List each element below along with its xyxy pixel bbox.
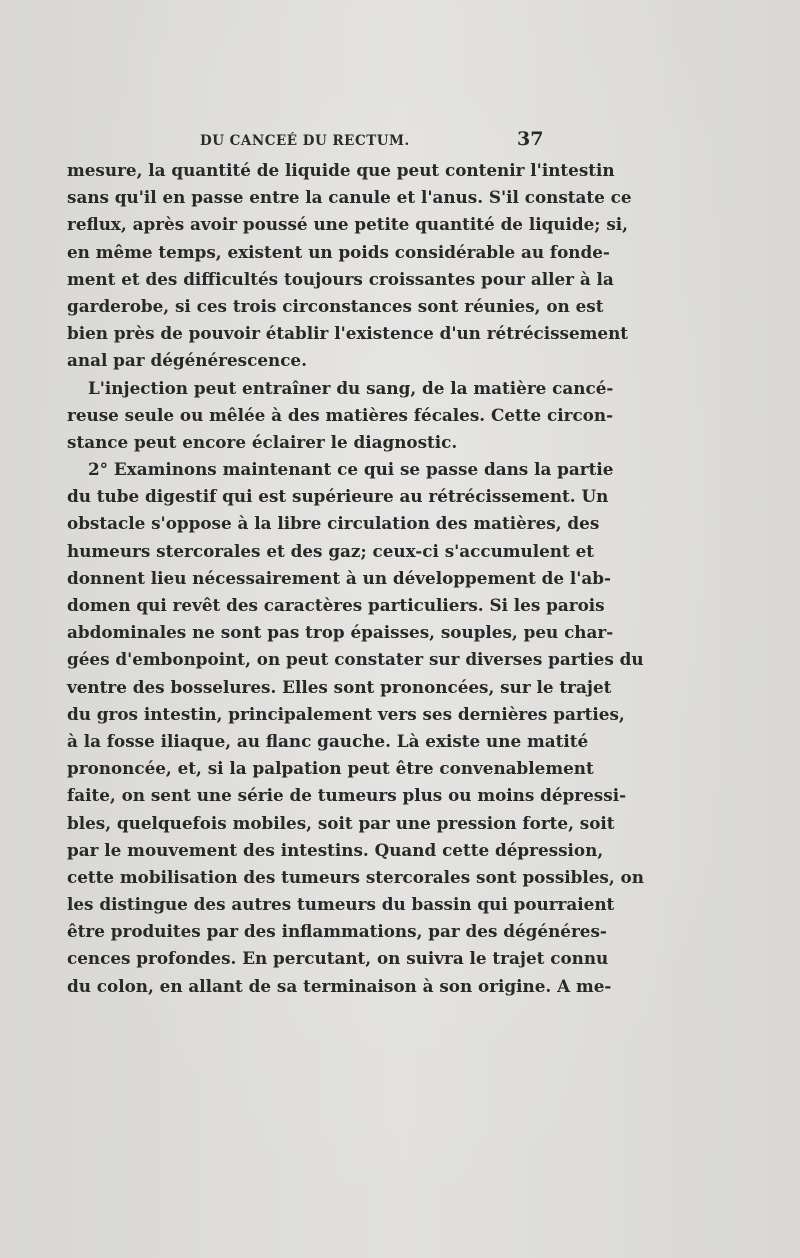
- text-line: garderobe, si ces trois circonstances sont réunies, on est: [67, 295, 604, 316]
- text-line: par le mouvement des intestins. Quand cette dépression,: [67, 839, 604, 860]
- text-line: ventre des bosselures. Elles sont prononcées, sur le trajet: [67, 676, 612, 697]
- page-number: 37: [517, 128, 544, 150]
- text-line: en même temps, existent un poids considérable au fonde-: [67, 241, 610, 262]
- text-line: humeurs stercorales et des gaz; ceux-ci s'accumulent et: [67, 540, 595, 561]
- running-head: DU CANCEÉ DU RECTUM.: [200, 133, 410, 149]
- text-line: faite, on sent une série de tumeurs plus ou moins dépressi-: [67, 785, 627, 806]
- text-line: les distingue des autres tumeurs du bassin qui pourraient: [67, 894, 615, 915]
- text-line: être produites par des inflammations, par des dégénéres-: [67, 921, 607, 942]
- text-line: anal par dégénérescence.: [67, 350, 307, 371]
- text-line: cences profondes. En percutant, on suivra le trajet connu: [67, 948, 609, 969]
- text-line: sans qu'il en passe entre la canule et l'anus. S'il constate ce: [67, 187, 632, 208]
- text-line: ment et des difficultés toujours croissantes pour aller à la: [67, 268, 614, 289]
- text-line: mesure, la quantité de liquide que peut contenir l'intestin: [67, 160, 615, 180]
- text-line: obstacle s'oppose à la libre circulation des matières, des: [67, 513, 600, 534]
- text-line: donnent lieu nécessairement à un développement de l'ab-: [67, 567, 612, 588]
- text-line: L'injection peut entraîner du sang, de la matière cancé-: [88, 377, 614, 398]
- text-line: cette mobilisation des tumeurs stercorales sont possibles, on: [67, 866, 644, 887]
- text-line: du colon, en allant de sa terminaison à son origine. A me-: [67, 975, 612, 996]
- text-line: 2° Examinons maintenant ce qui se passe dans la partie: [88, 459, 614, 480]
- text-line: stance peut encore éclairer le diagnostic.: [67, 431, 458, 452]
- text-line: reflux, après avoir poussé une petite quantité de liquide; si,: [67, 214, 629, 235]
- body-text: [67, 157, 644, 1000]
- text-line: bles, quelquefois mobiles, soit par une pression forte, soit: [67, 812, 615, 833]
- text-line: gées d'embonpoint, on peut constater sur diverses parties du: [67, 649, 644, 670]
- text-line: du tube digestif qui est supérieure au rétrécissement. Un: [67, 486, 609, 507]
- text-line: à la fosse iliaque, au flanc gauche. Là existe une matité: [67, 730, 589, 751]
- text-line: abdominales ne sont pas trop épaisses, souples, peu char-: [67, 622, 614, 643]
- text-line: bien près de pouvoir établir l'existence d'un rétrécissement: [67, 323, 629, 344]
- text-line: reuse seule ou mêlée à des matières fécales. Cette circon-: [67, 404, 614, 425]
- text-line: domen qui revêt des caractères particuliers. Si les parois: [67, 595, 605, 615]
- text-line: prononcée, et, si la palpation peut être convenablement: [67, 758, 594, 779]
- text-line: du gros intestin, principalement vers ses dernières parties,: [67, 703, 625, 724]
